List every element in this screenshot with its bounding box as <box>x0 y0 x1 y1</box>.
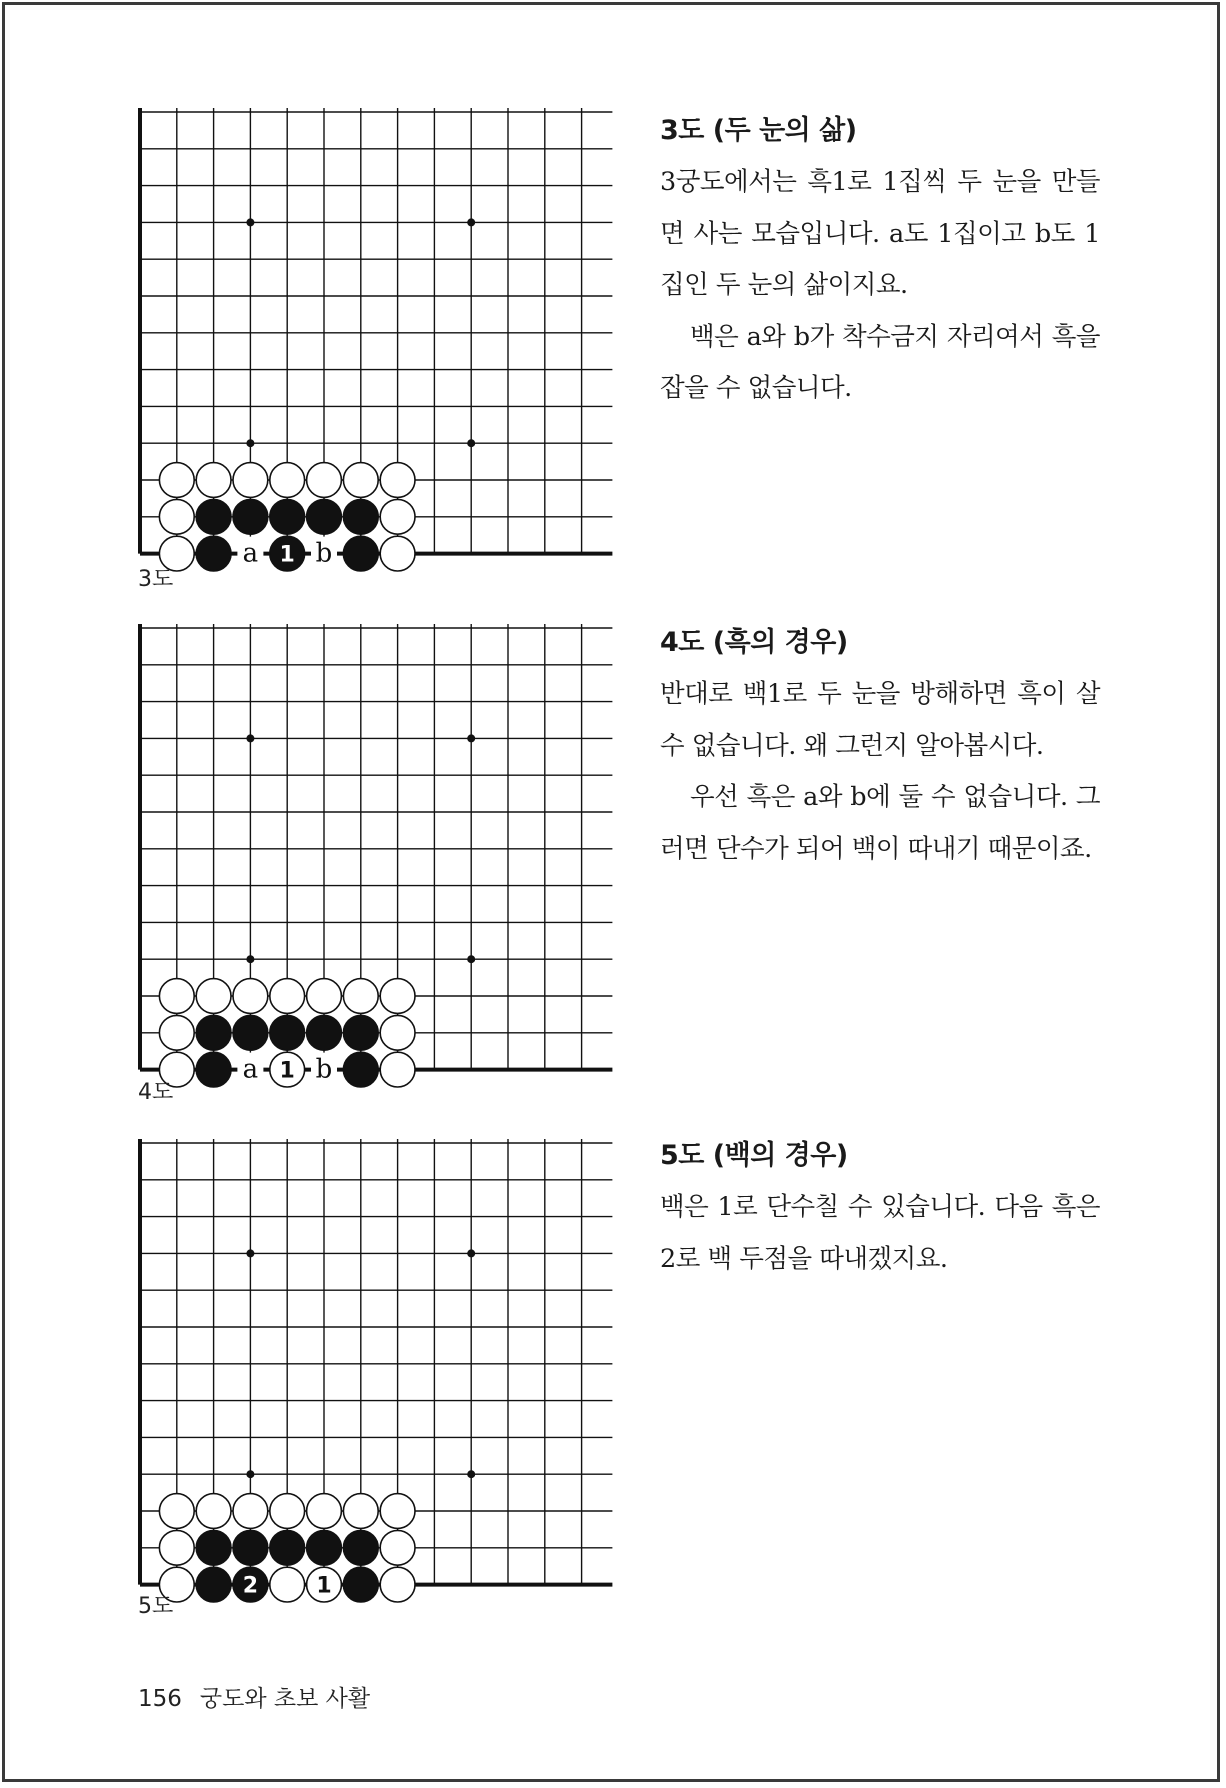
star-point <box>467 734 475 742</box>
stone-number: 1 <box>279 542 295 568</box>
black-stone <box>270 1530 305 1565</box>
black-stone <box>196 499 231 534</box>
page-footer <box>138 1680 370 1713</box>
white-stone <box>270 1567 305 1602</box>
diagram-label-4: 4도 <box>138 1080 174 1105</box>
white-stone <box>380 1530 415 1565</box>
section-5 <box>660 1133 1100 1285</box>
point-mark-a: a <box>242 538 259 569</box>
white-stone <box>196 463 231 498</box>
star-point <box>467 1470 475 1478</box>
star-point <box>467 955 475 963</box>
diagram-label-3: 3도 <box>138 567 174 592</box>
white-stone <box>343 463 378 498</box>
white-stone <box>380 499 415 534</box>
go-board-5 <box>136 1139 606 1599</box>
white-stone <box>233 1494 268 1529</box>
star-point <box>246 1470 254 1478</box>
white-stone <box>307 1494 342 1529</box>
section-title-4: 4도 (흑의 경우) <box>660 627 848 658</box>
star-point <box>467 439 475 447</box>
white-stone <box>380 1494 415 1529</box>
black-stone <box>270 499 305 534</box>
black-stone <box>270 1015 305 1050</box>
white-stone <box>380 463 415 498</box>
star-point <box>246 439 254 447</box>
point-mark-b: b <box>315 538 333 569</box>
white-stone <box>307 979 342 1014</box>
white-stone <box>270 463 305 498</box>
section-3-para-2: 백은 a와 b가 착수금지 자리여서 흑을 잡을 수 없습니다. <box>660 321 1100 403</box>
stone-number: 2 <box>242 1573 259 1599</box>
section-5-para-1: 백은 1로 단수칠 수 있습니다. 다음 흑은 2로 백 두점을 따내겠지요. <box>660 1192 1100 1274</box>
star-point <box>246 734 254 742</box>
black-stone <box>196 1052 231 1087</box>
white-stone <box>159 1530 194 1565</box>
black-stone <box>307 499 342 534</box>
black-stone <box>196 1530 231 1565</box>
black-stone <box>196 536 231 571</box>
chapter-title: 궁도와 초보 사활 <box>199 1686 371 1712</box>
white-stone <box>159 499 194 534</box>
black-stone <box>343 499 378 534</box>
white-stone <box>380 1015 415 1050</box>
white-stone <box>380 1052 415 1087</box>
go-diagram-5 <box>136 1139 606 1599</box>
black-stone <box>343 536 378 571</box>
go-board-3 <box>136 108 606 569</box>
black-stone <box>233 1015 268 1050</box>
black-stone <box>233 1530 268 1565</box>
white-stone <box>307 463 342 498</box>
black-stone <box>307 1015 342 1050</box>
black-stone <box>233 499 268 534</box>
white-stone <box>343 979 378 1014</box>
white-stone <box>380 979 415 1014</box>
section-title-5: 5도 (백의 경우) <box>660 1140 848 1171</box>
white-stone <box>159 1494 194 1529</box>
section-4-para-1: 반대로 백1로 두 눈을 방해하면 흑이 살 수 없습니다. 왜 그런지 알아봅시다. <box>660 679 1100 761</box>
black-stone <box>343 1052 378 1087</box>
star-point <box>467 1249 475 1257</box>
section-4-para-2: 우선 흑은 a와 b에 둘 수 없습니다. 그러면 단수가 되어 백이 따내기 때문이죠. <box>660 782 1100 864</box>
star-point <box>246 955 254 963</box>
star-point <box>246 1249 254 1257</box>
white-stone <box>233 979 268 1014</box>
go-diagram-4 <box>136 624 606 1085</box>
stone-number: 1 <box>279 1058 295 1084</box>
white-stone <box>159 463 194 498</box>
white-stone <box>159 1015 194 1050</box>
black-stone <box>196 1015 231 1050</box>
white-stone <box>196 979 231 1014</box>
go-board-4 <box>136 624 606 1085</box>
diagram-label-5: 5도 <box>138 1594 174 1619</box>
go-diagram-3 <box>136 108 606 569</box>
section-title-3: 3도 (두 눈의 삶) <box>660 115 857 146</box>
section-4 <box>660 620 1100 875</box>
white-stone <box>270 1494 305 1529</box>
black-stone <box>343 1567 378 1602</box>
white-stone <box>233 463 268 498</box>
black-stone <box>343 1530 378 1565</box>
white-stone <box>343 1494 378 1529</box>
page-number: 156 <box>138 1686 182 1712</box>
white-stone <box>380 536 415 571</box>
black-stone <box>307 1530 342 1565</box>
point-mark-a: a <box>242 1054 259 1085</box>
star-point <box>246 218 254 226</box>
point-mark-b: b <box>315 1054 333 1085</box>
black-stone <box>196 1567 231 1602</box>
white-stone <box>159 979 194 1014</box>
black-stone <box>343 1015 378 1050</box>
white-stone <box>270 979 305 1014</box>
star-point <box>467 218 475 226</box>
section-3 <box>660 108 1100 415</box>
stone-number: 1 <box>316 1573 332 1599</box>
white-stone <box>196 1494 231 1529</box>
white-stone <box>380 1567 415 1602</box>
section-3-para-1: 3궁도에서는 흑1로 1집씩 두 눈을 만들면 사는 모습입니다. a도 1집이고 b도 1집인 두 눈의 삶이지요. <box>660 167 1100 300</box>
